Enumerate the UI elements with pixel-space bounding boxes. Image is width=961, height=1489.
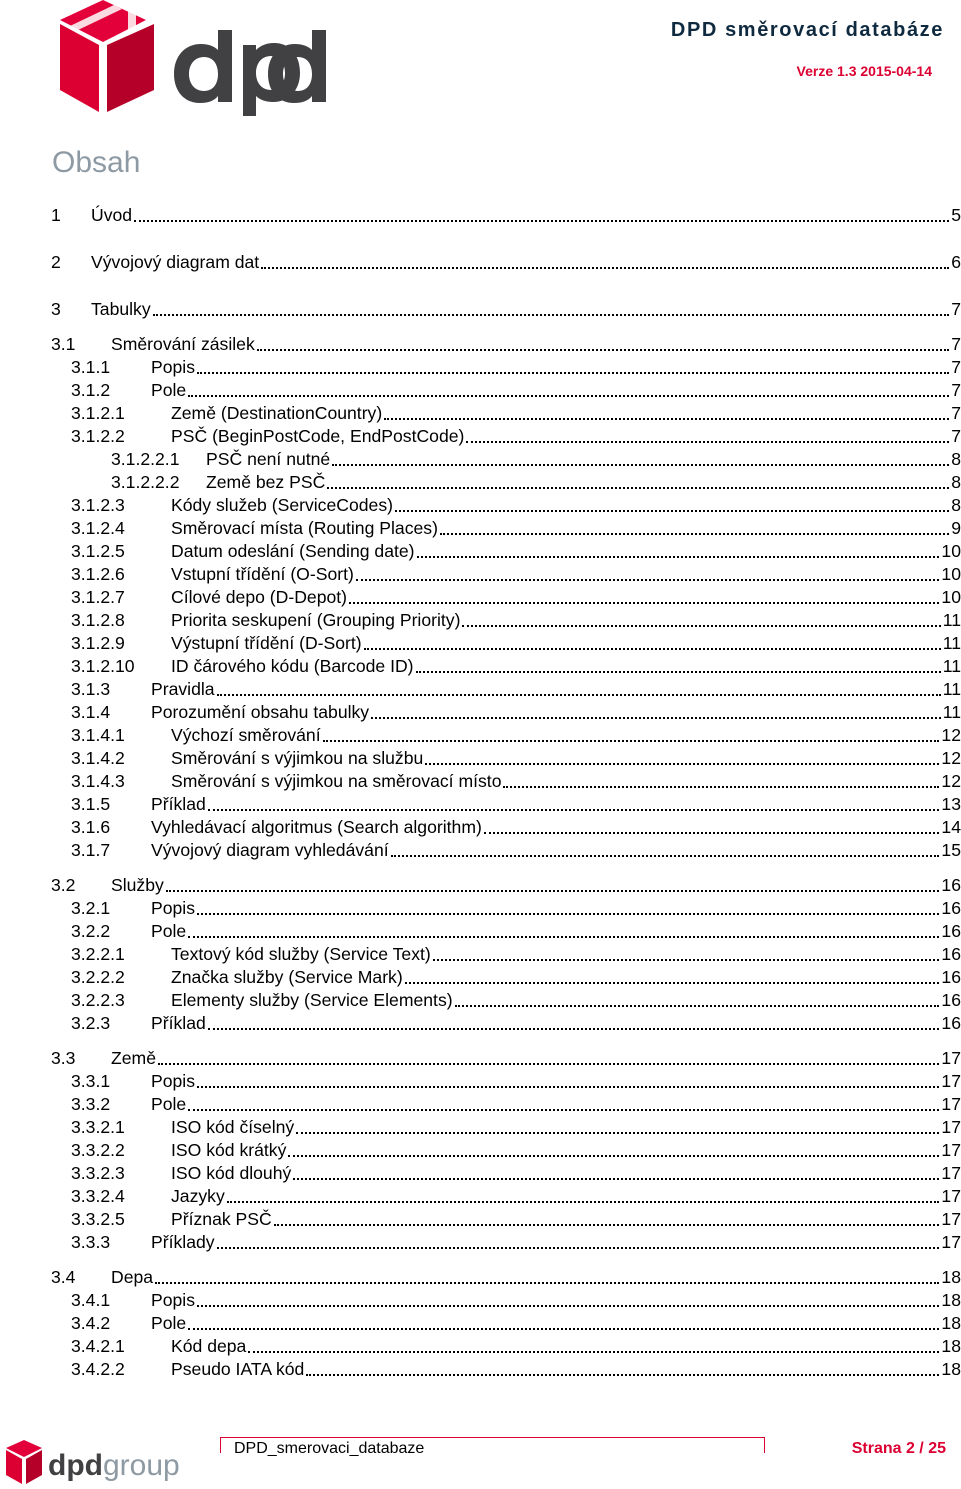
toc-entry-page: 11 <box>942 633 961 653</box>
toc-entry-title: Kód depa <box>171 1336 247 1356</box>
toc-dot-leader <box>227 1201 940 1203</box>
toc-entry-page: 11 <box>942 702 961 722</box>
toc-entry-title: Porozumění obsahu tabulky <box>151 702 370 722</box>
toc-dot-leader <box>371 717 941 719</box>
toc-dot-leader <box>188 1109 939 1111</box>
toc-entry-title: Příklad <box>151 1013 206 1033</box>
toc-entry-page: 16 <box>941 875 961 895</box>
toc-entry-title: Úvod <box>91 205 133 225</box>
toc-entry-title: Elementy služby (Service Elements) <box>171 990 453 1010</box>
toc-entry-title: Výchozí směrování <box>171 725 321 745</box>
toc-entry-number: 3.4.2.2 <box>71 1359 125 1379</box>
toc-entry-title: Vstupní třídění (O-Sort) <box>171 564 354 584</box>
toc-entry-title: Vývojový diagram vyhledávání <box>151 840 389 860</box>
toc-entry-title: Popis <box>151 898 196 918</box>
toc-entry[interactable] <box>51 633 961 656</box>
toc-entry-title: PSČ není nutné <box>206 449 331 469</box>
toc-entry-number: 3.1.4.3 <box>71 771 125 791</box>
toc-entry-title: ISO kód krátký <box>171 1140 287 1160</box>
toc-entry-page: 11 <box>942 610 961 630</box>
toc-entry-page: 13 <box>941 794 961 814</box>
toc-entry-page: 17 <box>941 1163 961 1183</box>
toc-entry[interactable] <box>51 1013 961 1036</box>
toc-entry-title: Tabulky <box>91 299 151 319</box>
toc-entry[interactable] <box>51 472 961 495</box>
toc-entry[interactable] <box>51 725 961 748</box>
toc-entry-title: Depa <box>111 1267 154 1287</box>
toc-entry-title: Cílové depo (D-Depot) <box>171 587 348 607</box>
toc-dot-leader <box>197 372 949 374</box>
toc-entry[interactable] <box>51 1117 961 1140</box>
toc-entry[interactable] <box>51 299 961 322</box>
toc-entry-page: 12 <box>941 771 961 791</box>
toc-entry-title: PSČ (BeginPostCode, EndPostCode) <box>171 426 465 446</box>
table-of-contents <box>51 205 961 1382</box>
toc-entry-number: 3.1.6 <box>71 817 111 837</box>
toc-entry-number: 3.1.2.4 <box>71 518 125 538</box>
toc-entry[interactable] <box>51 205 961 228</box>
toc-entry-number: 3.3.2.4 <box>71 1186 125 1206</box>
toc-entry-number: 3.3.2.1 <box>71 1117 125 1137</box>
toc-entry-page: 17 <box>941 1094 961 1114</box>
toc-dot-leader <box>296 1132 939 1134</box>
toc-dot-leader <box>364 648 941 650</box>
toc-entry-number: 3.1.2.2.1 <box>111 449 180 469</box>
toc-entry-number: 3.1.2.10 <box>71 656 135 676</box>
toc-entry-number: 3.2.2.3 <box>71 990 125 1010</box>
toc-entry-page: 17 <box>941 1186 961 1206</box>
toc-entry-page: 8 <box>951 449 961 469</box>
toc-entry-title: Pole <box>151 380 187 400</box>
toc-entry-title: Směrování s výjimkou na službu <box>171 748 424 768</box>
toc-entry-number: 3.1.3 <box>71 679 111 699</box>
footer-filename: DPD_smerovaci_databaze <box>234 1440 425 1457</box>
toc-dot-leader <box>332 464 949 466</box>
toc-entry-page: 10 <box>941 587 961 607</box>
toc-dot-leader <box>323 740 940 742</box>
toc-entry-page: 17 <box>941 1048 961 1068</box>
toc-entry-page: 10 <box>941 564 961 584</box>
toc-entry-title: Jazyky <box>171 1186 225 1206</box>
toc-entry-number: 3.3.2.2 <box>71 1140 125 1160</box>
toc-entry-page: 18 <box>941 1290 961 1310</box>
toc-entry-page: 16 <box>941 898 961 918</box>
toc-entry-number: 3.3.2.3 <box>71 1163 125 1183</box>
toc-entry-title: Služby <box>111 875 164 895</box>
toc-dot-leader <box>503 786 939 788</box>
toc-entry-number: 3.1.7 <box>71 840 111 860</box>
toc-entry-page: 8 <box>951 495 961 515</box>
toc-dot-leader <box>197 913 939 915</box>
toc-dot-leader <box>417 556 940 558</box>
dpd-cube-logo-icon <box>58 0 333 115</box>
toc-entry[interactable] <box>51 334 961 357</box>
toc-entry-number: 3.1.4 <box>71 702 111 722</box>
toc-entry-page: 7 <box>951 380 961 400</box>
toc-entry-page: 11 <box>942 679 961 699</box>
toc-entry-title: Příklad <box>151 794 206 814</box>
toc-entry-number: 3.2.2 <box>71 921 111 941</box>
toc-entry[interactable] <box>51 426 961 449</box>
toc-entry-number: 3.1.2.2 <box>71 426 125 446</box>
toc-entry-number: 3.1.2.7 <box>71 587 125 607</box>
toc-entry-title: Země (DestinationCountry) <box>171 403 383 423</box>
toc-entry-number: 3.1 <box>51 334 76 354</box>
toc-entry[interactable] <box>51 944 961 967</box>
dpd-logo <box>58 0 333 120</box>
toc-dot-leader <box>395 510 949 512</box>
toc-entry[interactable] <box>51 1094 961 1117</box>
toc-entry-number: 3.4.2.1 <box>71 1336 125 1356</box>
toc-entry[interactable] <box>51 967 961 990</box>
toc-entry[interactable] <box>51 921 961 944</box>
toc-entry-title: Pole <box>151 1313 187 1333</box>
toc-entry-number: 1 <box>51 205 61 225</box>
toc-dot-leader <box>197 1086 939 1088</box>
toc-entry[interactable] <box>51 1336 961 1359</box>
toc-entry-number: 3.3.2.5 <box>71 1209 125 1229</box>
toc-dot-leader <box>293 1178 939 1180</box>
toc-entry[interactable] <box>51 1313 961 1336</box>
toc-entry-page: 10 <box>941 541 961 561</box>
toc-entry-page: 16 <box>941 967 961 987</box>
toc-entry-title: Směrování zásilek <box>111 334 255 354</box>
toc-entry[interactable] <box>51 403 961 426</box>
toc-entry-number: 3.1.2.8 <box>71 610 125 630</box>
toc-entry[interactable] <box>51 1232 961 1255</box>
toc-entry[interactable] <box>51 587 961 610</box>
toc-entry-number: 3.1.1 <box>71 357 111 377</box>
toc-entry-number: 3.2 <box>51 875 76 895</box>
document-version: Verze 1.3 2015-04-14 <box>796 63 932 79</box>
toc-entry[interactable] <box>51 357 961 380</box>
toc-entry-number: 3.2.3 <box>71 1013 111 1033</box>
toc-entry-page: 16 <box>941 944 961 964</box>
toc-entry[interactable] <box>51 771 961 794</box>
toc-entry[interactable] <box>51 679 961 702</box>
toc-entry-page: 16 <box>941 921 961 941</box>
toc-entry-number: 3.3.3 <box>71 1232 111 1252</box>
toc-dot-leader <box>188 1328 939 1330</box>
toc-entry[interactable] <box>51 564 961 587</box>
toc-entry-page: 12 <box>941 748 961 768</box>
toc-entry-page: 7 <box>951 357 961 377</box>
toc-entry-number: 3.1.4.1 <box>71 725 125 745</box>
toc-entry-title: ID čárového kódu (Barcode ID) <box>171 656 414 676</box>
document-title: DPD směrovací databáze <box>670 19 944 41</box>
toc-entry-number: 3.1.2.6 <box>71 564 125 584</box>
toc-entry-page: 16 <box>941 990 961 1010</box>
toc-entry-title: Příznak PSČ <box>171 1209 272 1229</box>
toc-entry[interactable] <box>51 518 961 541</box>
toc-dot-leader <box>217 694 941 696</box>
toc-entry-page: 11 <box>942 656 961 676</box>
toc-entry[interactable] <box>51 817 961 840</box>
toc-entry-number: 3.4 <box>51 1267 76 1287</box>
toc-entry-title: Pole <box>151 1094 187 1114</box>
toc-entry-page: 12 <box>941 725 961 745</box>
toc-dot-leader <box>433 959 940 961</box>
toc-dot-leader <box>217 1247 940 1249</box>
toc-entry[interactable] <box>51 748 961 771</box>
toc-entry[interactable] <box>51 1071 961 1094</box>
toc-dot-leader <box>208 1028 940 1030</box>
toc-entry-number: 3.1.2.1 <box>71 403 125 423</box>
toc-entry-number: 2 <box>51 252 61 272</box>
toc-dot-leader <box>349 602 939 604</box>
toc-dot-leader <box>188 395 949 397</box>
toc-dot-leader <box>288 1155 939 1157</box>
toc-entry-title: Pseudo IATA kód <box>171 1359 305 1379</box>
toc-dot-leader <box>306 1374 939 1376</box>
toc-dot-leader <box>257 349 949 351</box>
toc-entry[interactable] <box>51 541 961 564</box>
toc-entry-page: 9 <box>951 518 961 538</box>
toc-dot-leader <box>153 314 950 316</box>
toc-entry-number: 3.3.1 <box>71 1071 111 1091</box>
toc-entry-page: 14 <box>941 817 961 837</box>
toc-entry[interactable] <box>51 380 961 403</box>
toc-entry-page: 7 <box>951 426 961 446</box>
toc-entry-title: Země <box>111 1048 156 1068</box>
toc-entry-title: Výstupní třídění (D-Sort) <box>171 633 362 653</box>
toc-dot-leader <box>327 487 949 489</box>
toc-dot-leader <box>356 579 940 581</box>
toc-entry-page: 6 <box>951 252 961 272</box>
toc-dot-leader <box>261 267 949 269</box>
toc-entry-title: Pole <box>151 921 187 941</box>
toc-dot-leader <box>484 832 940 834</box>
toc-dot-leader <box>455 1005 940 1007</box>
toc-entry[interactable] <box>51 1209 961 1232</box>
toc-dot-leader <box>462 625 940 627</box>
dpdgroup-cube-logo-icon <box>6 1440 180 1484</box>
toc-entry-number: 3.1.2.5 <box>71 541 125 561</box>
toc-entry-title: Směrovací místa (Routing Places) <box>171 518 438 538</box>
toc-entry-number: 3.1.4.2 <box>71 748 125 768</box>
toc-entry-number: 3.1.2 <box>71 380 111 400</box>
toc-entry[interactable] <box>51 990 961 1013</box>
toc-entry[interactable] <box>51 1290 961 1313</box>
toc-dot-leader <box>466 441 949 443</box>
toc-entry-title: ISO kód dlouhý <box>171 1163 292 1183</box>
toc-entry-page: 17 <box>941 1209 961 1229</box>
toc-entry-title: ISO kód číselný <box>171 1117 295 1137</box>
toc-entry[interactable] <box>51 495 961 518</box>
toc-entry-number: 3.3.2 <box>71 1094 111 1114</box>
toc-entry-page: 18 <box>941 1267 961 1287</box>
toc-dot-leader <box>188 936 939 938</box>
footer-page-number: Strana 2 / 25 <box>851 1440 946 1457</box>
toc-entry-number: 3.1.2.3 <box>71 495 125 515</box>
toc-dot-leader <box>197 1305 939 1307</box>
toc-entry[interactable] <box>51 252 961 275</box>
toc-dot-leader <box>416 671 941 673</box>
toc-dot-leader <box>155 1282 939 1284</box>
toc-entry-page: 17 <box>941 1071 961 1091</box>
toc-entry[interactable] <box>51 794 961 817</box>
toc-entry[interactable] <box>51 656 961 679</box>
toc-dot-leader <box>425 763 939 765</box>
toc-entry-title: Vyhledávací algoritmus (Search algorithm) <box>151 817 482 837</box>
svg-text:group: group <box>103 1449 180 1482</box>
toc-dot-leader <box>166 890 940 892</box>
toc-entry[interactable] <box>51 1140 961 1163</box>
toc-entry-page: 18 <box>941 1336 961 1356</box>
toc-dot-leader <box>391 855 940 857</box>
toc-entry-title: Příklady <box>151 1232 215 1252</box>
toc-entry-title: Popis <box>151 1071 196 1091</box>
toc-entry[interactable] <box>51 840 961 863</box>
toc-entry-number: 3.4.1 <box>71 1290 111 1310</box>
toc-entry[interactable] <box>51 875 961 898</box>
toc-entry[interactable] <box>51 1048 961 1071</box>
toc-entry-number: 3.2.1 <box>71 898 111 918</box>
toc-dot-leader <box>405 982 940 984</box>
toc-entry-title: Země bez PSČ <box>206 472 326 492</box>
toc-entry-page: 15 <box>941 840 961 860</box>
toc-dot-leader <box>274 1224 940 1226</box>
toc-entry[interactable] <box>51 1267 961 1290</box>
toc-entry[interactable] <box>51 610 961 633</box>
toc-entry[interactable] <box>51 1359 961 1382</box>
toc-dot-leader <box>208 809 940 811</box>
toc-entry-title: Datum odeslání (Sending date) <box>171 541 415 561</box>
toc-entry-number: 3.1.2.9 <box>71 633 125 653</box>
toc-entry-title: Kódy služeb (ServiceCodes) <box>171 495 393 515</box>
toc-entry-title: Popis <box>151 357 196 377</box>
toc-entry-page: 17 <box>941 1117 961 1137</box>
toc-entry-page: 7 <box>951 403 961 423</box>
toc-entry-page: 17 <box>941 1232 961 1252</box>
svg-text:dpd: dpd <box>48 1449 103 1482</box>
toc-dot-leader <box>384 418 949 420</box>
toc-entry-title: Priorita seskupení (Grouping Priority) <box>171 610 461 630</box>
toc-entry-title: Textový kód služby (Service Text) <box>171 944 431 964</box>
toc-entry-page: 17 <box>941 1140 961 1160</box>
toc-entry[interactable] <box>51 898 961 921</box>
toc-entry-page: 7 <box>951 299 961 319</box>
toc-heading: Obsah <box>52 146 141 179</box>
toc-entry-title: Pravidla <box>151 679 215 699</box>
toc-dot-leader <box>158 1063 939 1065</box>
toc-entry[interactable] <box>51 1163 961 1186</box>
toc-entry-page: 7 <box>951 334 961 354</box>
toc-dot-leader <box>134 220 949 222</box>
toc-entry-number: 3.4.2 <box>71 1313 111 1333</box>
toc-dot-leader <box>440 533 949 535</box>
toc-entry-title: Směrování s výjimkou na směrovací místo <box>171 771 502 791</box>
toc-entry-number: 3.1.5 <box>71 794 111 814</box>
toc-entry-page: 18 <box>941 1359 961 1379</box>
toc-entry-title: Vývojový diagram dat <box>91 252 260 272</box>
dpdgroup-logo <box>6 1440 180 1489</box>
toc-entry-number: 3.2.2.2 <box>71 967 125 987</box>
toc-entry-page: 16 <box>941 1013 961 1033</box>
toc-entry[interactable] <box>51 702 961 725</box>
toc-entry-number: 3 <box>51 299 61 319</box>
toc-entry-page: 18 <box>941 1313 961 1333</box>
toc-entry-number: 3.3 <box>51 1048 76 1068</box>
toc-entry[interactable] <box>51 449 961 472</box>
toc-entry-page: 8 <box>951 472 961 492</box>
toc-entry-number: 3.1.2.2.2 <box>111 472 180 492</box>
toc-entry-title: Značka služby (Service Mark) <box>171 967 403 987</box>
toc-entry-page: 5 <box>951 205 961 225</box>
toc-entry-title: Popis <box>151 1290 196 1310</box>
toc-entry-number: 3.2.2.1 <box>71 944 125 964</box>
toc-dot-leader <box>248 1351 939 1353</box>
toc-entry[interactable] <box>51 1186 961 1209</box>
